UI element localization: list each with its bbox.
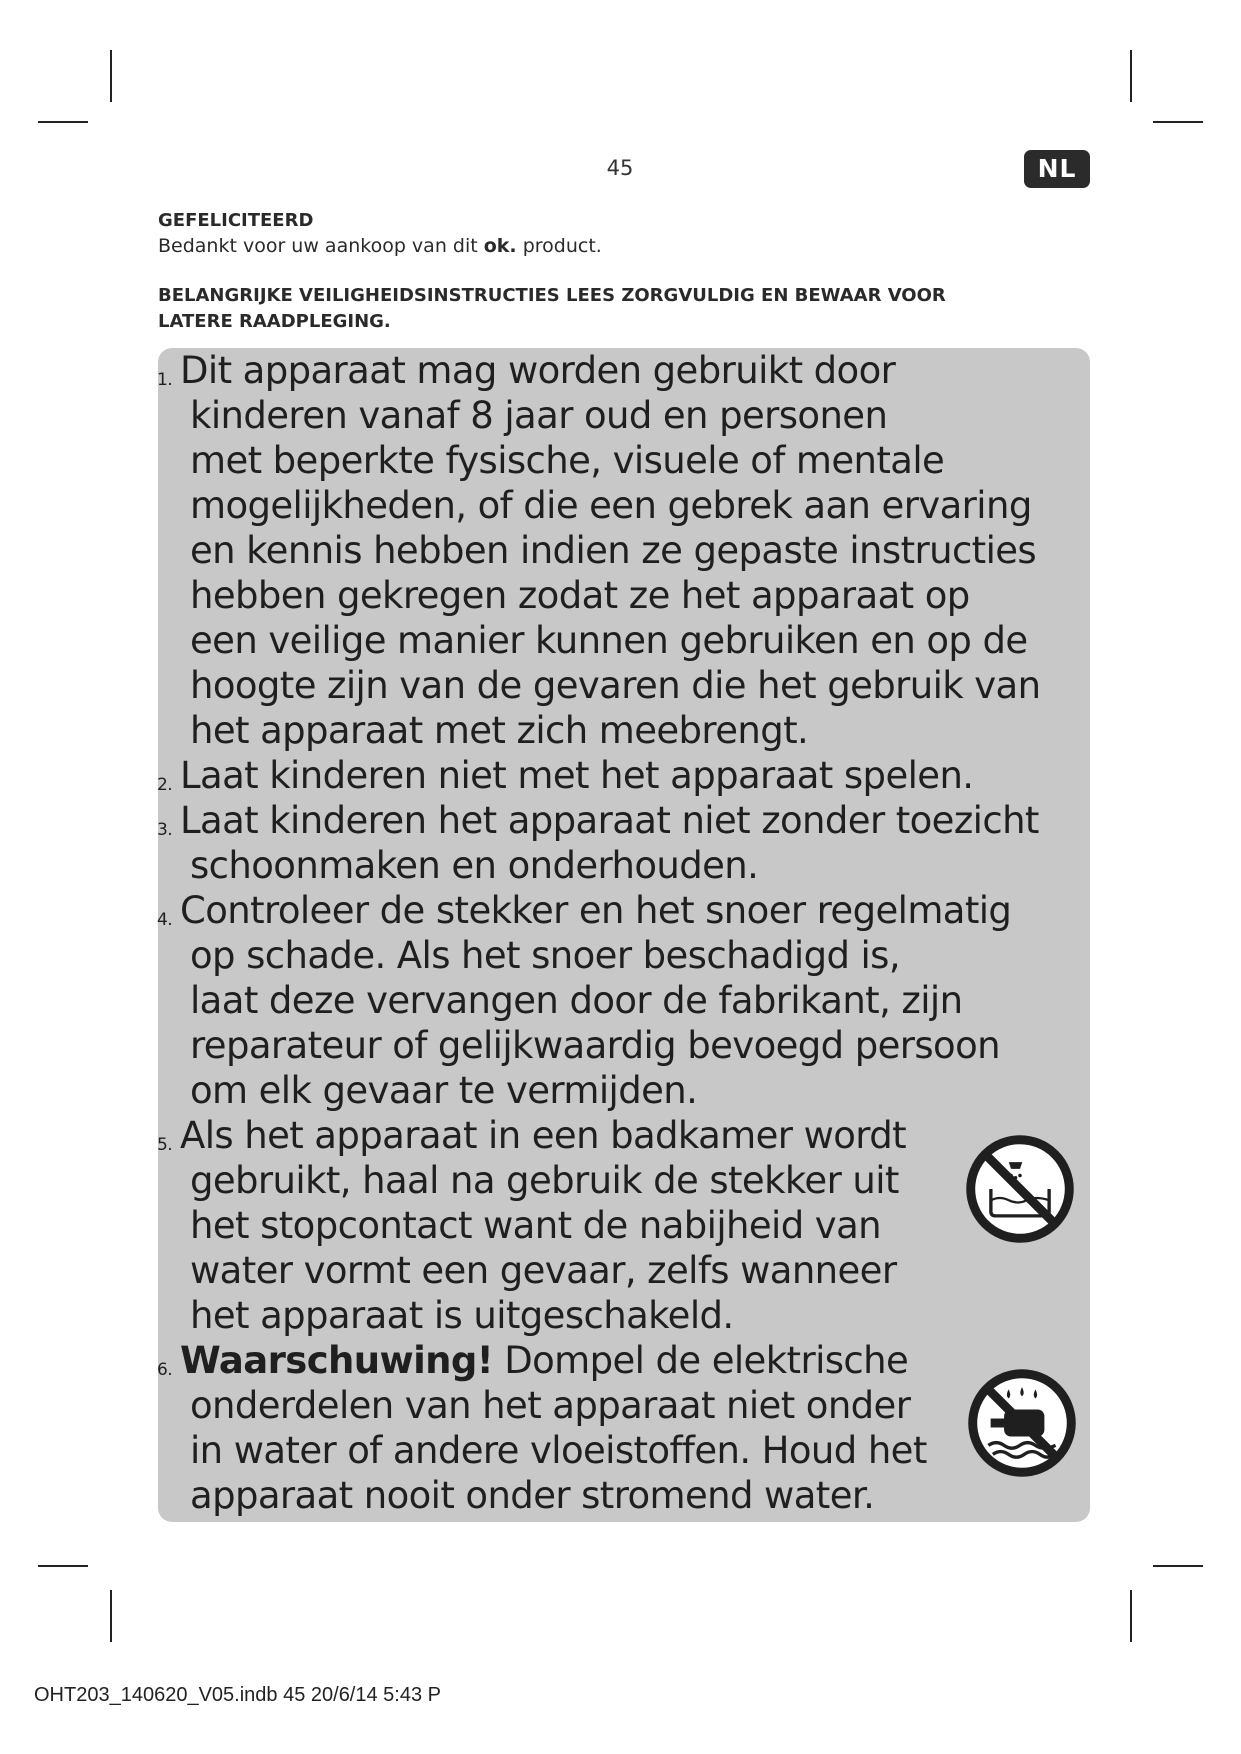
no-water-immersion-icon — [966, 1367, 1078, 1479]
intro-thanks: Bedankt voor uw aankoop van dit ok. product. — [158, 235, 602, 257]
instruction-item-4: 4. Controleer de stekker en het snoer regelmatig op schade. Als het snoer beschadigd is, laat deze vervangen door de fabrikant, zijn reparateur of gelijkwaardig bevoegd persoon om elk gevaar te vermijden. — [157, 889, 1012, 1112]
crop-mark — [1153, 121, 1203, 123]
crop-mark — [1130, 1590, 1132, 1642]
instruction-item-2: 2. Laat kinderen niet met het apparaat spelen. — [190, 753, 1075, 798]
language-badge: NL — [1024, 150, 1090, 188]
crop-mark — [1153, 1565, 1203, 1567]
warning-label: Waarschuwing! — [180, 1339, 494, 1382]
intro-heading: GEFELICITEERD — [158, 210, 314, 231]
item-number: 3. — [157, 820, 173, 840]
item-number: 4. — [157, 910, 173, 930]
crop-mark — [38, 121, 88, 123]
item-number: 6. — [157, 1360, 173, 1380]
instruction-item-5: 5. Als het apparaat in een badkamer wordt gebruikt, haal na gebruik de stekker uit het stopcontact want de nabijheid van water vormt een gevaar, zelfs wanneer het apparaat is uitgeschakeld. — [157, 1114, 907, 1337]
print-info: OHT203_140620_V05.indb 45 20/6/14 5:43 P — [34, 1684, 441, 1706]
crop-mark — [110, 50, 112, 102]
instruction-item-3: 3. Laat kinderen het apparaat niet zonder toezicht schoonmaken en onderhouden. — [157, 799, 1039, 887]
page-number: 45 — [606, 156, 634, 180]
brand-name: ok. — [483, 235, 517, 257]
item-number: 5. — [157, 1135, 173, 1155]
crop-mark — [38, 1565, 88, 1567]
crop-mark — [110, 1590, 112, 1642]
item-number: 1. — [157, 370, 173, 390]
crop-mark — [1130, 50, 1132, 102]
safety-title: BELANGRIJKE VEILIGHEIDSINSTRUCTIES LEES ZORGVULDIG EN BEWAAR VOOR LATERE RAADPLEGING. — [158, 285, 946, 332]
no-bathtub-icon — [964, 1133, 1076, 1245]
item-number: 2. — [157, 775, 173, 795]
instruction-item-6: 6. Waarschuwing! Dompel de elektrische onderdelen van het apparaat niet onder in water of andere vloeistoffen. Houd het apparaat nooit onder stromend water. — [157, 1339, 927, 1517]
instruction-item-1: 1. Dit apparaat mag worden gebruikt door kinderen vanaf 8 jaar oud en personen met beperkte fysische, visuele of mentale mogelijkheden, of die een gebrek aan ervaring en kennis hebben indien ze gepaste instructies hebben gekregen zodat ze het apparaat op een veilige manier kunnen gebruiken en op de hoogte zijn van de gevaren die het gebruik van het apparaat met zich meebrengt. — [157, 349, 1041, 752]
